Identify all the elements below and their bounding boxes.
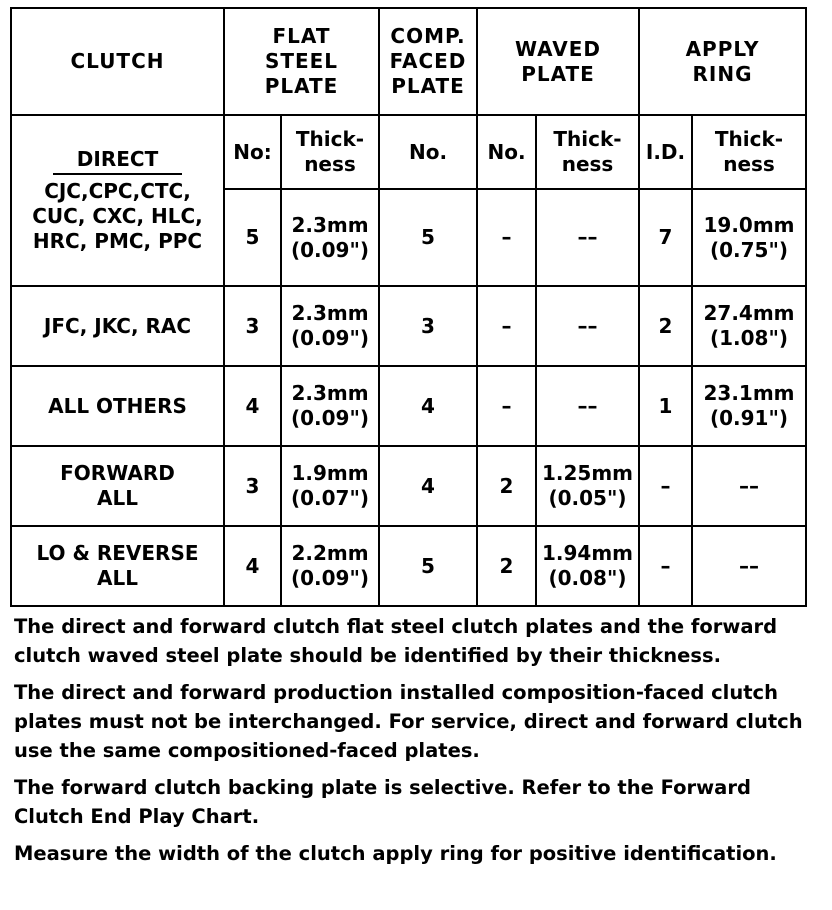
subheader-flat-thickness: Thick- ness (281, 115, 379, 189)
ring-thickness: –– (692, 526, 806, 606)
ring-thickness: 27.4mm (1.08") (692, 286, 806, 366)
flat-no: 3 (224, 446, 281, 526)
header-waved-plate: WAVED PLATE (477, 8, 639, 115)
clutch-cell: JFC, JKC, RAC (11, 286, 224, 366)
flat-no: 5 (224, 189, 281, 286)
clutch-cell: LO & REVERSE ALL (11, 526, 224, 606)
flat-no: 4 (224, 526, 281, 606)
notes-block (14, 612, 804, 876)
note-paragraph: The direct and forward production installed composition-faced clutch plates must not be interchanged. For service, direct and forward clutch use the same compositioned-faced plates. (14, 681, 803, 762)
flat-no: 3 (224, 286, 281, 366)
ring-id: 1 (639, 366, 692, 446)
subheader-waved-thickness: Thick- ness (536, 115, 639, 189)
note-paragraph: Measure the width of the clutch apply ring for positive identification. (14, 842, 777, 865)
ring-thickness: –– (692, 446, 806, 526)
note-paragraph: The forward clutch backing plate is selective. Refer to the Forward Clutch End Play Chart. (14, 776, 751, 828)
subheader-row (11, 115, 806, 189)
waved-thickness: –– (536, 286, 639, 366)
comp-no: 4 (379, 446, 477, 526)
header-clutch: CLUTCH (11, 8, 224, 115)
subheader-ring-thickness: Thick- ness (692, 115, 806, 189)
clutch-cell-direct: DIRECT CJC,CPC,CTC, CUC, CXC, HLC, HRC, PMC, PPC (11, 115, 224, 286)
subheader-waved-no: No. (477, 115, 536, 189)
flat-thickness: 2.3mm (0.09") (281, 189, 379, 286)
comp-no: 5 (379, 526, 477, 606)
subheader-flat-no: No: (224, 115, 281, 189)
table-row (11, 366, 806, 446)
direct-label: DIRECT (53, 147, 182, 175)
flat-thickness: 1.9mm (0.07") (281, 446, 379, 526)
waved-no: – (477, 366, 536, 446)
ring-thickness: 19.0mm (0.75") (692, 189, 806, 286)
waved-no: – (477, 286, 536, 366)
header-apply-ring: APPLY RING (639, 8, 806, 115)
waved-thickness: 1.94mm (0.08") (536, 526, 639, 606)
waved-no: 2 (477, 446, 536, 526)
ring-id: 7 (639, 189, 692, 286)
ring-id: – (639, 526, 692, 606)
waved-no: 2 (477, 526, 536, 606)
table-row (11, 446, 806, 526)
clutch-cell: ALL OTHERS (11, 366, 224, 446)
flat-thickness: 2.2mm (0.09") (281, 526, 379, 606)
table-row (11, 526, 806, 606)
subheader-comp-no: No. (379, 115, 477, 189)
ring-id: 2 (639, 286, 692, 366)
waved-thickness: –– (536, 366, 639, 446)
comp-no: 3 (379, 286, 477, 366)
waved-thickness: 1.25mm (0.05") (536, 446, 639, 526)
header-row (11, 8, 806, 115)
comp-no: 4 (379, 366, 477, 446)
table-row (11, 286, 806, 366)
waved-no: – (477, 189, 536, 286)
header-comp-faced-plate: COMP. FACED PLATE (379, 8, 477, 115)
waved-thickness: –– (536, 189, 639, 286)
flat-thickness: 2.3mm (0.09") (281, 286, 379, 366)
flat-no: 4 (224, 366, 281, 446)
clutch-plate-spec-table (10, 7, 807, 607)
ring-thickness: 23.1mm (0.91") (692, 366, 806, 446)
subheader-ring-id: I.D. (639, 115, 692, 189)
flat-thickness: 2.3mm (0.09") (281, 366, 379, 446)
comp-no: 5 (379, 189, 477, 286)
ring-id: – (639, 446, 692, 526)
clutch-cell: FORWARD ALL (11, 446, 224, 526)
header-flat-steel-plate: FLAT STEEL PLATE (224, 8, 379, 115)
note-paragraph: The direct and forward clutch flat steel clutch plates and the forward clutch waved steel plate should be identified by their thickness. (14, 615, 778, 667)
